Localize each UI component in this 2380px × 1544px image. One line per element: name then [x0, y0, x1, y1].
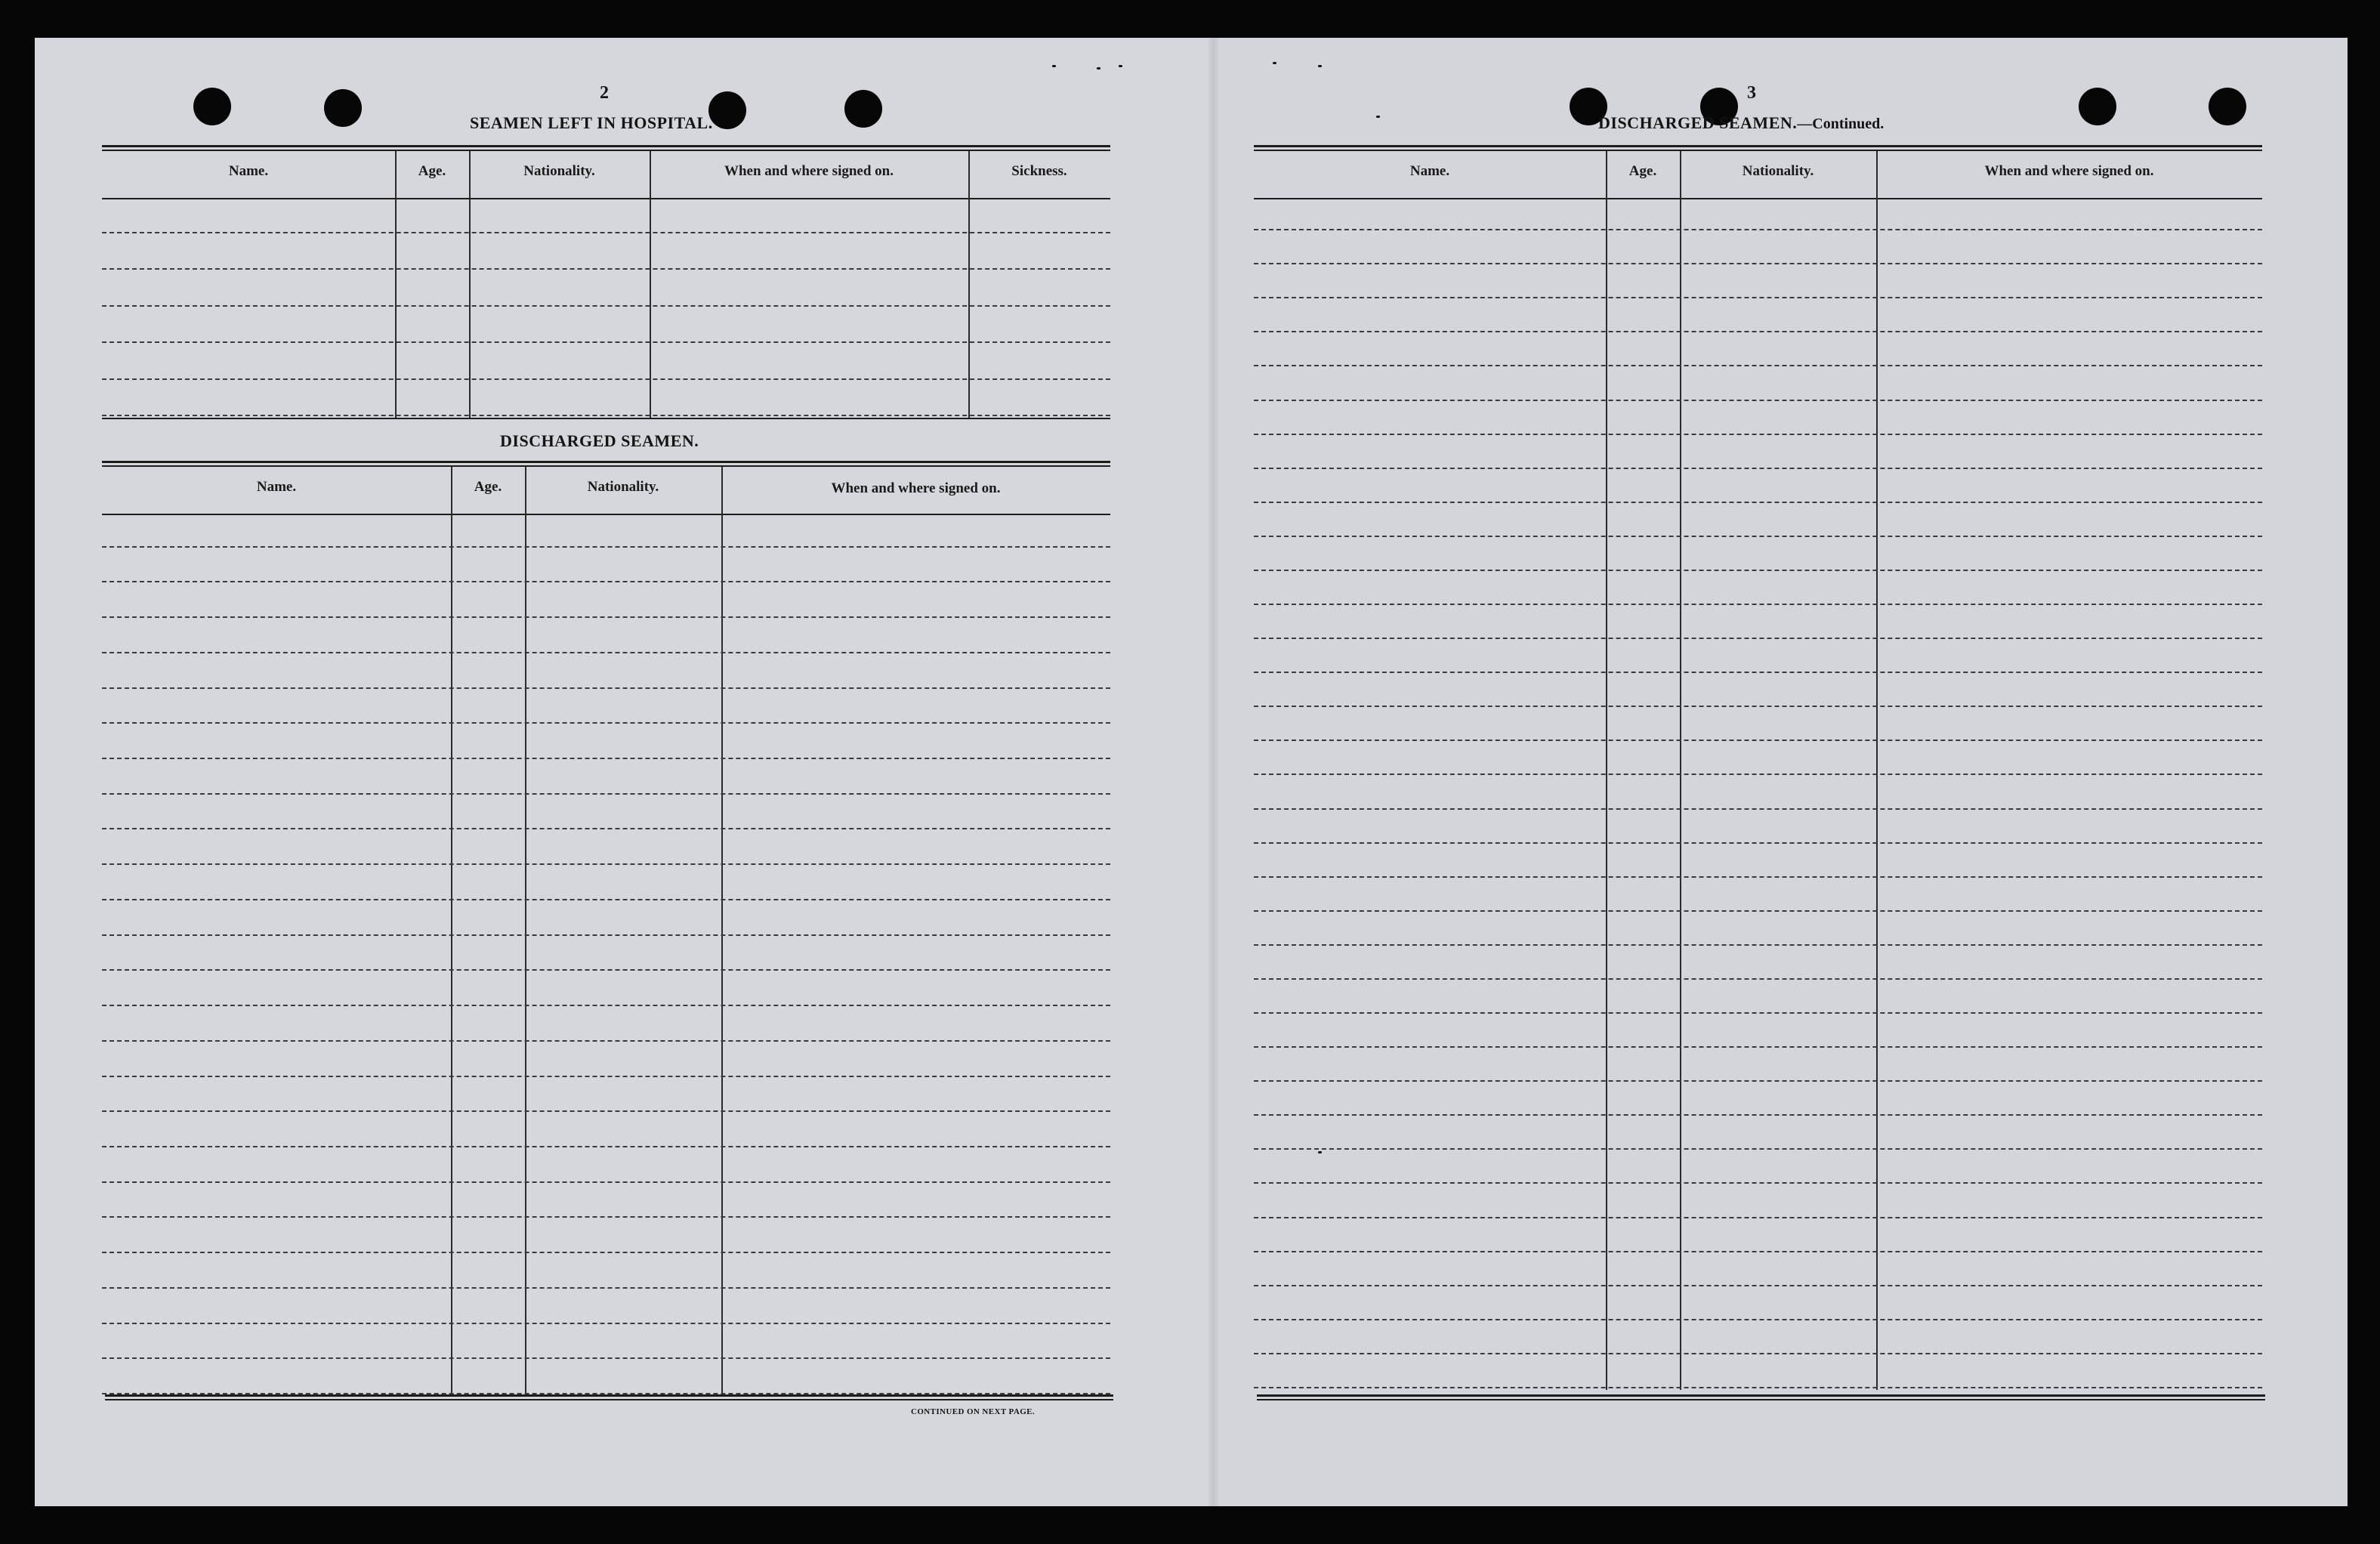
entry-row-line	[102, 1323, 1110, 1324]
entry-row-line	[1254, 297, 2262, 298]
entry-row-line	[1254, 229, 2262, 230]
ink-speck	[1376, 116, 1380, 118]
entry-row-line	[1254, 1012, 2262, 1014]
page-number: 2	[600, 83, 609, 103]
column-divider	[1680, 151, 1681, 1390]
entry-row-line	[102, 899, 1110, 900]
entry-row-line	[1254, 468, 2262, 469]
entry-row-line	[1254, 978, 2262, 980]
entry-row-line	[102, 1005, 1110, 1006]
entry-row-line	[102, 1146, 1110, 1147]
section-rule	[102, 418, 1110, 419]
discharged-continued-title	[1598, 113, 1884, 133]
column-header-nationality: Nationality.	[523, 163, 595, 179]
ink-speck	[1097, 67, 1100, 69]
entry-row-line	[102, 934, 1110, 936]
column-header-signed-on: When and where signed on.	[831, 480, 1001, 496]
column-divider	[1876, 151, 1878, 1390]
punch-hole-icon	[324, 89, 362, 127]
bottom-double-rule	[1257, 1394, 2265, 1397]
entry-row-line	[102, 305, 1110, 307]
entry-row-line	[1254, 1217, 2262, 1218]
entry-row-line	[102, 1110, 1110, 1112]
entry-row-line	[1254, 263, 2262, 264]
entry-row-line	[1254, 536, 2262, 537]
punch-hole-icon	[2209, 88, 2246, 125]
entry-row-line	[102, 863, 1110, 865]
column-header-nationality: Nationality.	[587, 479, 659, 495]
entry-row-line	[1254, 1251, 2262, 1252]
column-header-name: Name.	[228, 163, 269, 179]
entry-row-line	[1254, 1285, 2262, 1286]
ink-speck	[1318, 65, 1322, 67]
bottom-double-rule	[105, 1394, 1113, 1397]
top-double-rule	[102, 461, 1110, 463]
discharged-table	[102, 467, 1110, 1396]
entry-row-line	[1254, 1046, 2262, 1048]
column-header-signed-on: When and where signed on.	[1984, 163, 2154, 179]
discharged-title-main: DISCHARGED SEAMEN.	[1598, 113, 1798, 132]
entry-row-line	[102, 546, 1110, 548]
continued-suffix: —Continued.	[1797, 116, 1885, 132]
page-number: 3	[1747, 83, 1756, 103]
entry-row-line	[102, 793, 1110, 795]
entry-row-line	[1254, 638, 2262, 639]
entry-row-line	[102, 581, 1110, 582]
entry-row-line	[102, 1216, 1110, 1218]
entry-row-line	[102, 1040, 1110, 1042]
column-header-age: Age.	[474, 479, 502, 495]
punch-hole-icon	[193, 88, 231, 125]
column-header-sickness: Sickness.	[1011, 163, 1067, 179]
entry-row-line	[102, 1076, 1110, 1077]
entry-row-line	[102, 652, 1110, 653]
entry-row-line	[1254, 706, 2262, 707]
entry-row-line	[102, 758, 1110, 759]
column-header-age: Age.	[418, 163, 446, 179]
hospital-table	[102, 151, 1110, 418]
entry-row-line	[1254, 1114, 2262, 1116]
entry-row-line	[1254, 570, 2262, 571]
entry-row-line	[102, 1181, 1110, 1183]
entry-row-line	[1254, 672, 2262, 673]
entry-row-line	[102, 341, 1110, 343]
entry-row-line	[1254, 944, 2262, 946]
entry-row-line	[102, 268, 1110, 270]
entry-row-line	[1254, 502, 2262, 503]
entry-row-line	[1254, 808, 2262, 810]
column-header-name: Name.	[256, 479, 297, 495]
entry-row-line	[1254, 400, 2262, 401]
entry-row-line	[1254, 1080, 2262, 1082]
discharged-table-continued	[1254, 151, 2262, 1390]
entry-row-line	[102, 969, 1110, 971]
page-fold	[1209, 38, 1219, 1506]
column-divider	[721, 467, 723, 1396]
entry-row-line	[102, 1252, 1110, 1253]
entry-row-line	[102, 616, 1110, 618]
hospital-section-title: SEAMEN LEFT IN HOSPITAL.	[470, 113, 713, 132]
top-double-rule	[1254, 145, 2262, 147]
entry-row-line	[102, 378, 1110, 380]
entry-row-line	[1254, 1319, 2262, 1320]
entry-row-line	[1254, 910, 2262, 912]
entry-row-line	[1254, 365, 2262, 366]
top-double-rule	[102, 145, 1110, 147]
entry-row-line	[1254, 1353, 2262, 1354]
ink-speck	[1273, 62, 1276, 64]
entry-row-line	[102, 1287, 1110, 1289]
entry-row-line	[1254, 604, 2262, 605]
column-header-name: Name.	[1409, 163, 1450, 179]
entry-row-line	[102, 415, 1110, 416]
column-header-nationality: Nationality.	[1742, 163, 1814, 179]
entry-row-line	[1254, 331, 2262, 332]
entry-row-line	[102, 828, 1110, 829]
column-divider	[1606, 151, 1607, 1390]
punch-hole-icon	[708, 91, 746, 129]
entry-row-line	[1254, 434, 2262, 435]
entry-row-line	[1254, 876, 2262, 878]
punch-hole-icon	[844, 90, 882, 128]
entry-row-line	[102, 1357, 1110, 1359]
column-header-signed-on: When and where signed on.	[724, 163, 894, 179]
column-divider	[525, 467, 526, 1396]
punch-hole-icon	[2079, 88, 2116, 125]
discharged-section-title: DISCHARGED SEAMEN.	[500, 431, 699, 450]
ink-speck	[1052, 65, 1056, 67]
entry-row-line	[1254, 1148, 2262, 1150]
entry-row-line	[1254, 842, 2262, 844]
column-divider	[451, 467, 452, 1396]
column-header-age: Age.	[1628, 163, 1657, 179]
entry-row-line	[1254, 1387, 2262, 1388]
entry-row-line	[102, 687, 1110, 689]
entry-row-line	[1254, 740, 2262, 741]
continued-note: CONTINUED ON NEXT PAGE.	[911, 1407, 1036, 1416]
entry-row-line	[102, 722, 1110, 724]
entry-row-line	[102, 232, 1110, 233]
ink-speck	[1119, 65, 1122, 67]
entry-row-line	[1254, 774, 2262, 775]
entry-row-line	[1254, 1182, 2262, 1184]
